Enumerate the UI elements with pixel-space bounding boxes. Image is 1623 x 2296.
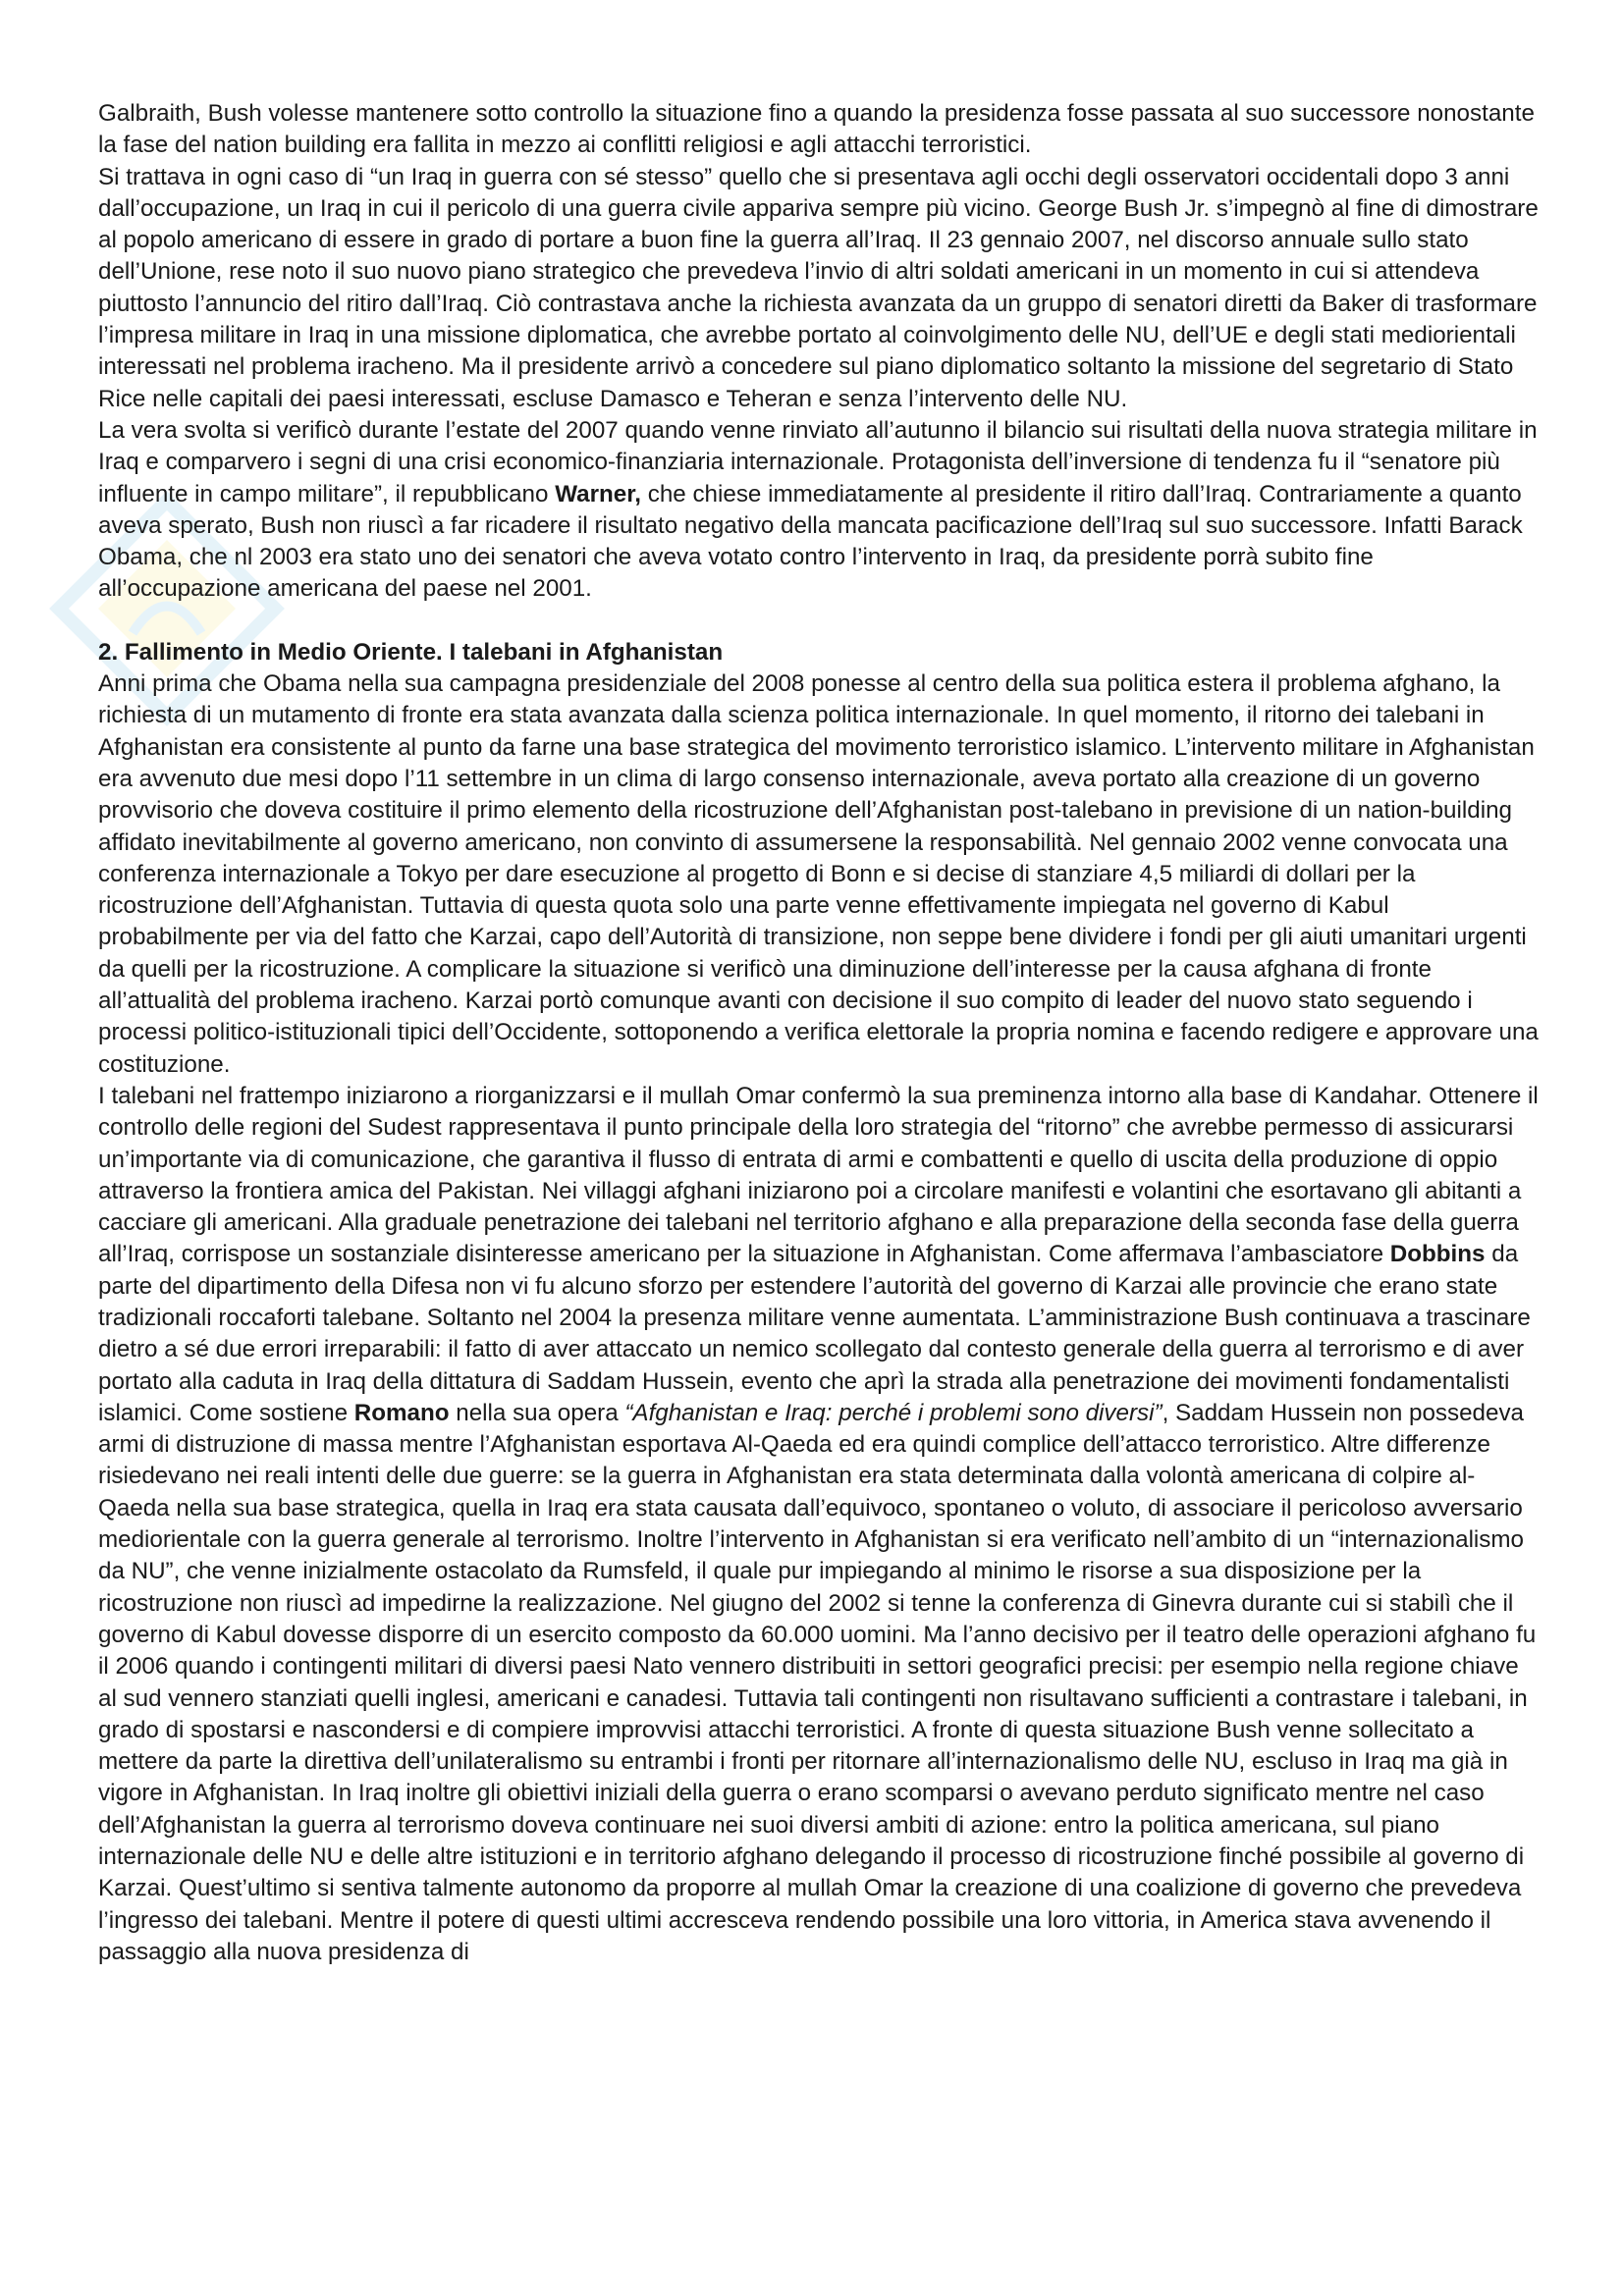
document-body — [98, 98, 1542, 1968]
text-run: Galbraith, Bush volesse mantenere sotto controllo la situazione fino a quando la presidenza fosse passata al suo successore nonostante la fase del nation building era fallita in mezzo ai conflitti religiosi e agli attacchi terroristici. — [98, 100, 1535, 159]
italic-text: “Afghanistan e Iraq: perché i problemi sono diversi” — [624, 1399, 1163, 1426]
bold-text: Warner, — [555, 480, 642, 507]
text-run: che chiese immediatamente al presidente il ritiro dall’Iraq. Contrariamente a quanto aveva sperato, Bush non riuscì a far ricadere il risultato negativo della mancata pacificazione dell’Iraq sul suo successore. Infatti Barack Obama, che nl 2003 era stato uno dei senatori che aveva votato contro l’intervento in Iraq, da presidente porrà subito fine all’occupazione americana del paese nel 2001. — [98, 480, 1523, 603]
bold-text: Romano — [353, 1399, 450, 1426]
text-run: , Saddam Hussein non possedeva armi di distruzione di massa mentre l’Afghanistan esportava Al-Qaeda ed era quindi complice dell’attacco terroristico. Altre differenze risiedevano nei reali intenti delle due guerre: se la guerra in Afghanistan era stata determinata dalla volontà americana di colpire al-Qaeda nella sua base strategica, quella in Iraq era stata causata dall’equivoco, spontaneo o voluto, di associare il pericoloso avversario mediorientale con la guerra generale al terrorismo. Inoltre l’intervento in Afghanistan si era verificato nell’ambito di un “internazionalismo da NU”, che venne inizialmente ostacolato da Rumsfeld, il quale pur impiegando al minimo le risorse a sua disposizione per la ricostruzione non riuscì ad impedirne la realizzazione. Nel giugno del 2002 si tenne la conferenza di Ginevra durante cui si stabilì che il governo di Kabul dovesse disporre di un esercito composto da 60.000 uomini. Ma l’anno decisivo per il teatro delle operazioni afghano fu il 2006 quando i contingenti militari di diversi paesi Nato vennero distribuiti in settori geografici precisi: per esempio nella regione chiave al sud vennero stanziati quelli inglesi, americani e canadesi. Tuttavia tali contingenti non risultavano sufficienti a contrastare i talebani, in grado di spostarsi e nascondersi e di compiere improvvisi attacchi terroristici. A fronte di questa situazione Bush venne sollecitato a mettere da parte la direttiva dell’unilateralismo su entrambi i fronti per ritornare all’internazionalismo delle NU, escluso in Iraq ma già in vigore in Afghanistan. In Iraq inoltre gli obiettivi iniziali della guerra o erano scomparsi o avevano perduto significato mentre nel caso dell’Afghanistan la guerra al terrorismo doveva continuare nei suoi diversi ambiti di azione: entro la politica americana, sul piano internazionale delle NU e delle altre istituzioni e in territorio afghano delegando il processo di ricostruzione finché possibile al governo di Karzai. Quest’ultimo si sentiva talmente autonomo da proporre al mullah Omar la creazione di una coalizione di governo che prevedeva l’ingresso dei talebani. Mentre il potere di questi ultimi accresceva rendendo possibile una loro vittoria, in America stava avvenendo il passaggio alla nuova presidenza di — [98, 1399, 1537, 1965]
text-run: La vera svolta si verificò durante l’estate del 2007 quando venne rinviato all’autunno il bilancio sui risultati della nuova strategia militare in Iraq e comparvero i segni di una crisi economico-finanziaria internazionale. Protagonista dell’inversione di tendenza fu il “senatore più influente in campo militare”, il repubblicano — [98, 416, 1538, 507]
paragraphs-part1 — [98, 98, 1542, 606]
text-run: nella sua opera — [449, 1399, 625, 1426]
text-run: da parte del dipartimento della Difesa non vi fu alcuno sforzo per estendere l’autorità del governo di Karzai alle provincie che erano state tradizionali roccaforti talebane. Soltanto nel 2004 la presenza militare venne aumentata. L’amministrazione Bush continuava a trascinare dietro a sé due errori irreparabili: il fatto di aver attaccato un nemico scollegato dal contesto generale della guerra al terrorismo e di aver portato alla caduta in Iraq della dittatura di Saddam Hussein, evento che aprì la strada alla penetrazione dei movimenti fondamentalisti islamici. Come sostiene — [98, 1241, 1531, 1426]
bold-text: Dobbins — [1389, 1241, 1486, 1268]
paragraph — [98, 415, 1542, 606]
section-heading: 2. Fallimento in Medio Oriente. I talebani in Afghanistan — [98, 638, 724, 666]
paragraph — [98, 98, 1542, 162]
paragraph — [98, 162, 1542, 415]
text-run: I talebani nel frattempo iniziarono a riorganizzarsi e il mullah Omar confermò la sua preminenza intorno alla base di Kandahar. Ottenere il controllo delle regioni del Sudest rappresentava il punto principale della loro strategia del “ritorno” che avrebbe permesso di assicurarsi un’importante via di comunicazione, che garantiva il flusso di entrata di armi e combattenti e quello di uscita della produzione di oppio attraverso la frontiera amica del Pakistan. Nei villaggi afghani iniziarono poi a circolare manifesti e volantini che esortavano gli abitanti a cacciare gli americani. Alla graduale penetrazione dei talebani nel territorio afghano e alla preparazione della seconda fase della guerra all’Iraq, corrispose un sostanziale disinteresse americano per la situazione in Afghanistan. Come affermava l’ambasciatore — [98, 1082, 1539, 1268]
paragraph — [98, 668, 1542, 1081]
paragraphs-part2 — [98, 668, 1542, 1968]
text-run: Si trattava in ogni caso di “un Iraq in guerra con sé stesso” quello che si presentava agli occhi degli osservatori occidentali dopo 3 anni dall’occupazione, un Iraq in cui il pericolo di una guerra civile appariva sempre più vicino. George Bush Jr. s’impegnò al fine di dimostrare al popolo americano di essere in grado di portare a buon fine la guerra all’Iraq. Il 23 gennaio 2007, nel discorso annuale sullo stato dell’Unione, rese noto il suo nuovo piano strategico che prevedeva l’invio di altri soldati americani in un momento in cui si attendeva piuttosto l’annuncio del ritiro dall’Iraq. Ciò contrastava anche la richiesta avanzata da un gruppo di senatori diretti da Baker di trasformare l’impresa militare in Iraq in una missione diplomatica, che avrebbe portato al coinvolgimento delle NU, dell’UE e degli stati mediorientali interessati nel problema iracheno. Ma il presidente arrivò a concedere sul piano diplomatico soltanto la missione del segretario di Stato Rice nelle capitali dei paesi interessati, escluse Damasco e Teheran e senza l’intervento delle NU. — [98, 163, 1539, 412]
paragraph — [98, 1081, 1542, 1968]
text-run: Anni prima che Obama nella sua campagna presidenziale del 2008 ponesse al centro della sua politica estera il problema afghano, la richiesta di un mutamento di fronte era stata avanzata dalla scienza politica internazionale. In quel momento, il ritorno dei talebani in Afghanistan era consistente al punto da farne una base strategica del movimento terroristico islamico. L’intervento militare in Afghanistan era avvenuto due mesi dopo l’11 settembre in un clima di largo consenso internazionale, aveva portato alla creazione di un governo provvisorio che doveva costituire il primo elemento della ricostruzione dell’Afghanistan post-talebano in previsione di un nation-building affidato inevitabilmente al governo americano, non convinto di assumersene la responsabilità. Nel gennaio 2002 venne convocata una conferenza internazionale a Tokyo per dare esecuzione al progetto di Bonn e si decise di stanziare 4,5 miliardi di dollari per la ricostruzione dell’Afghanistan. Tuttavia di questa quota solo una parte venne effettivamente impiegata nel governo di Kabul probabilmente per via del fatto che Karzai, capo dell’Autorità di transizione, non seppe bene dividere i fondi per gli aiuti umanitari urgenti da quelli per la ricostruzione. A complicare la situazione si verificò una diminuzione dell’interesse per la causa afghana di fronte all’attualità del problema iracheno. Karzai portò comunque avanti con decisione il suo compito di leader del nuovo stato seguendo i processi politico-istituzionali tipici dell’Occidente, sottoponendo a verifica elettorale la propria nomina e facendo redigere e approvare una costituzione. — [98, 670, 1539, 1078]
